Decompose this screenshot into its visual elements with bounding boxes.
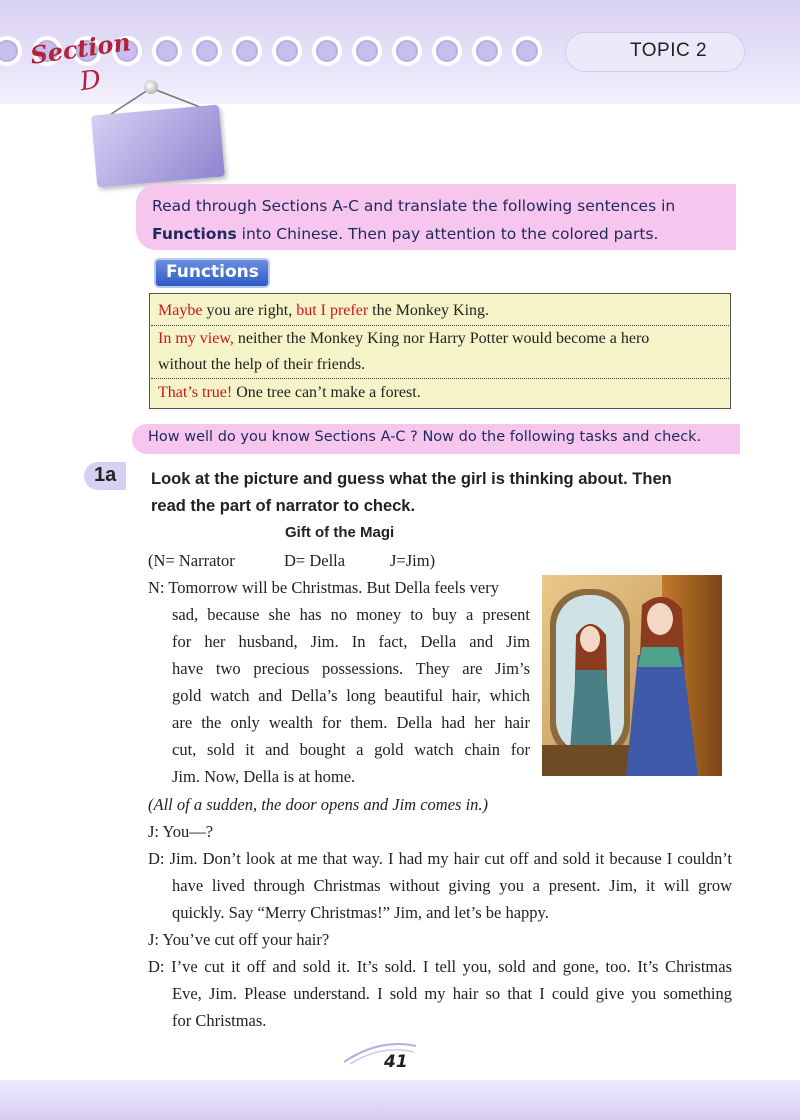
- narrator-line: are the only wealth for them. Della had her hair: [172, 713, 530, 732]
- ring-icon: [432, 36, 462, 66]
- ring-icon: [0, 36, 22, 66]
- instruction-line-1: Read through Sections A-C and translate the following sentences in: [152, 197, 676, 215]
- della-line: for Christmas.: [172, 1011, 267, 1030]
- function-red: but I prefer: [296, 302, 369, 319]
- page-number: 41: [384, 1052, 408, 1072]
- cast-della: D= Della: [284, 551, 346, 570]
- narrator-line: for her husband, Jim. In fact, Della and Jim: [172, 632, 530, 651]
- ring-icon: [272, 36, 302, 66]
- function-row-1: [158, 298, 489, 324]
- footer-band: [0, 1080, 800, 1120]
- check-banner-text: How well do you know Sections A-C ? Now do the following tasks and check.: [148, 429, 702, 445]
- task-line-2: read the part of narrator to check.: [151, 497, 416, 515]
- task-line-1: Look at the picture and guess what the girl is thinking about. Then: [151, 470, 672, 488]
- stage-direction: (All of a sudden, the door opens and Jim comes in.): [148, 795, 489, 814]
- section-word: Section: [28, 27, 133, 70]
- narrator-line: gold watch and Della’s long beautiful hair, which: [172, 686, 530, 705]
- narrator-line: have two precious possessions. They are Jim’s: [172, 659, 530, 678]
- function-red: Maybe: [158, 302, 203, 319]
- story-title: Gift of the Magi: [285, 524, 395, 541]
- della-mirror-illustration: [542, 575, 722, 776]
- nail-icon: [144, 80, 158, 94]
- ring-icon: [192, 36, 222, 66]
- section-sign: [88, 80, 238, 200]
- function-text: neither the Monkey King nor Harry Potter would become a hero: [233, 330, 650, 347]
- narrator-line: N: Tomorrow will be Christmas. But Della feels very: [148, 578, 499, 597]
- cast-jim: J=Jim): [390, 551, 436, 570]
- ring-icon: [472, 36, 502, 66]
- function-row-2b: without the help of their friends.: [158, 356, 366, 373]
- della-line: have lived through Christmas without giving you a present. Jim, it will grow: [172, 876, 732, 895]
- narrator-line: cut, sold it and bought a gold watch chain for: [172, 740, 530, 759]
- row-divider: [151, 378, 729, 379]
- cast-narrator: (N= Narrator: [148, 551, 235, 570]
- della-line: Eve, Jim. Please understand. I sold my hair so that I could give you something: [172, 984, 732, 1003]
- function-row-2: [158, 326, 649, 352]
- della-line: D: I’ve cut it off and sold it. It’s sold. I tell you, sold and gone, too. It’s Christmas: [148, 957, 732, 976]
- page-swoosh-icon: [340, 1036, 420, 1066]
- ring-icon: [392, 36, 422, 66]
- della-line: D: Jim. Don’t look at me that way. I had my hair cut off and sold it because I couldn’t: [148, 849, 732, 868]
- function-text: you are right,: [202, 302, 297, 319]
- narrator-line: sad, because she has no money to buy a present: [172, 605, 530, 624]
- ring-icon: [352, 36, 382, 66]
- instruction-bold: Functions: [152, 225, 237, 243]
- ring-icon: [152, 36, 182, 66]
- function-text: One tree can’t make a forest.: [232, 384, 421, 401]
- function-red: That’s true!: [158, 384, 233, 401]
- task-instruction: [151, 466, 741, 520]
- section-letter: D: [78, 64, 103, 98]
- jim-line: J: You—?: [148, 822, 214, 841]
- task-number: 1a: [94, 464, 117, 486]
- narrator-line: Jim. Now, Della is at home.: [172, 767, 356, 786]
- function-text: the Monkey King.: [368, 302, 490, 319]
- topic-label: TOPIC 2: [630, 40, 708, 61]
- instruction-text: [152, 192, 737, 248]
- jim-line: J: You’ve cut off your hair?: [148, 930, 330, 949]
- della-line: quickly. Say “Merry Christmas!” Jim, and let’s be happy.: [172, 903, 549, 922]
- instruction-rest: into Chinese. Then pay attention to the colored parts.: [236, 225, 659, 243]
- function-red: In my view,: [158, 330, 234, 347]
- function-row-3: [158, 380, 421, 406]
- functions-label: Functions: [166, 262, 259, 282]
- instruction-line-2: [152, 220, 737, 248]
- ring-icon: [512, 36, 542, 66]
- ring-icon: [312, 36, 342, 66]
- sign-board: [91, 105, 225, 188]
- ring-icon: [232, 36, 262, 66]
